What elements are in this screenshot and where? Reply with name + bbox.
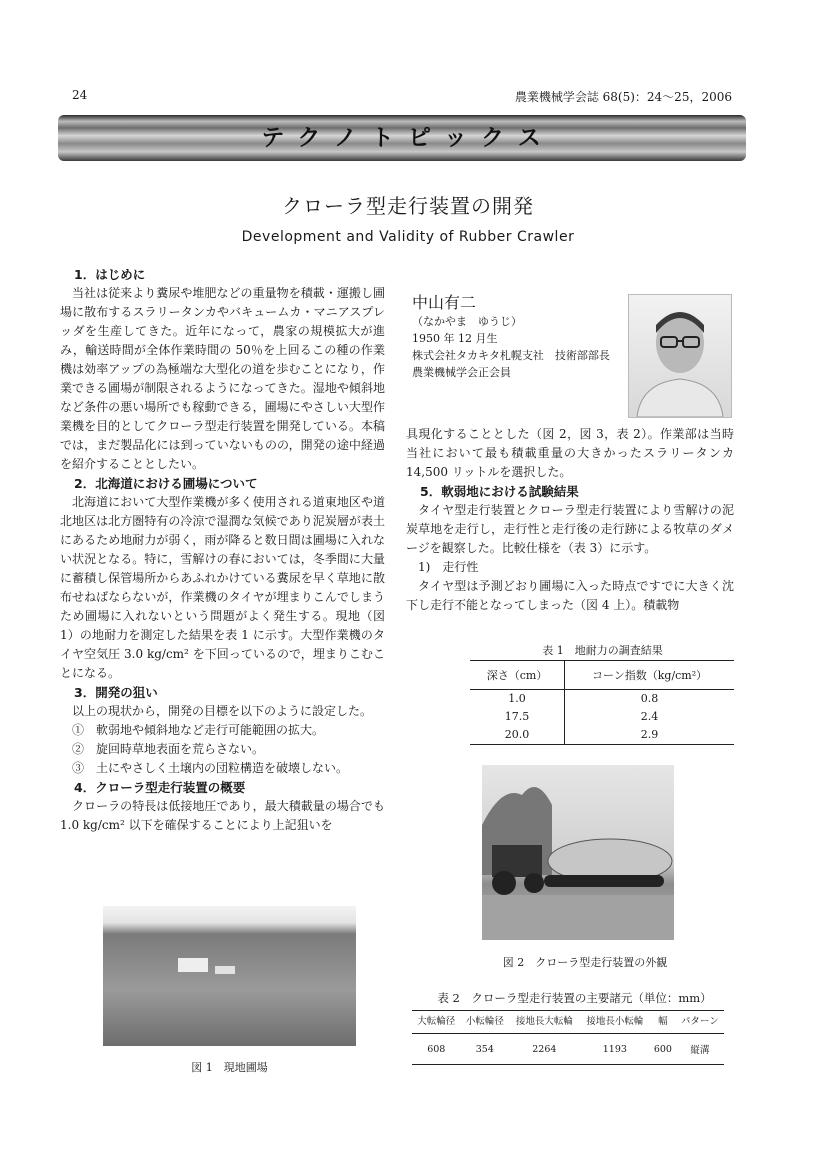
table-cell: 20.0 <box>470 726 565 745</box>
section-text-5: タイヤ型走行装置とクローラ型走行装置により雪解けの泥炭草地を走行し，走行性と走行後の走行跡による牧草のダメージを観察した。比較仕様を（表 3）に示す。 <box>406 503 734 555</box>
author-born: 1950 年 12 月生 <box>412 332 498 345</box>
figure-2-photo <box>482 765 674 940</box>
section-banner-label: テクノトピックス <box>261 125 555 151</box>
author-membership: 農業機械学会正会員 <box>412 366 511 379</box>
table-header: 大転輪径 <box>412 1011 461 1034</box>
article-title-en: Development and Validity of Rubber Crawler <box>241 229 575 245</box>
table-cell: 608 <box>412 1034 461 1065</box>
section-text-3: 以上の現状から，開発の目標を以下のように設定した。 <box>72 704 373 718</box>
section-heading-3: 3．開発の狙い <box>74 685 158 700</box>
author-info <box>412 313 617 381</box>
author-affiliation: 株式会社タカキタ札幌支社 技術部部長 <box>412 349 610 362</box>
table-cell: 0.8 <box>640 692 659 705</box>
table-cell: 354 <box>461 1034 510 1065</box>
author-portrait-icon <box>629 295 731 417</box>
table-cell: 600 <box>650 1034 676 1065</box>
section-text-2: 北海道において大型作業機が多く使用される道東地区や道北地区は北方圏特有の冷涼で湿潤な気候であり泥炭層が表土にあるため地耐力が弱く，雨が降ると数日間は圃場に入れない状況となる。特に，雪解けの春においては，冬季間に大量に蓄積し保管場所からあふれかけている糞尿を早く草地に散布せねばならないが，作業機のタイヤが埋まりこんでしまうため圃場に入れないという問題がよく発生する。現地（図 1）の地耐力を測定した結果を表 1 に示す。大型作業機のタイヤ空気圧 3.0 kg/cm² を下回っているので，埋まりこむことになる。 <box>60 495 385 680</box>
figure-2-caption: 図 2 クローラ型走行装置の外観 <box>502 956 668 969</box>
table-header: 小転輪径 <box>461 1011 510 1034</box>
section-text-1: 当社は従来より糞尿や堆肥などの重量物を積載・運搬し圃場に散布するスラリータンカやバキュームカ・マニアスプレッダを生産してきた。近年になって，農家の規模拡大が進み，輸送時間が全体作業時間の 50％を上回るこの種の作業機は効率アップの為極端な大型化の道を歩むことになり，作業できる圃場が制限されるようになってきた。湿地や傾斜地など条件の悪い場所でも稼動できる，圃場にやさしい大型作業機を目的としてクローラ型走行装置を開発している。本稿では，まだ製品化には到っていないものの，開発の途中経過を紹介することとしたい。 <box>60 286 385 471</box>
table-cell: 縦溝 <box>676 1034 724 1065</box>
section-heading-5: 5．軟弱地における試験結果 <box>420 484 579 499</box>
table-1-caption: 表 1 地耐力の調査結果 <box>542 644 663 657</box>
table-cell: 2.9 <box>565 726 734 745</box>
author-photo <box>628 294 732 418</box>
figure-1-photo <box>103 906 356 1046</box>
section-text-4a: クローラの特長は低接地圧であり，最大積載量の場合でも 1.0 kg/cm² 以下を確保することにより上記狙いを <box>60 799 385 832</box>
goal-item: ③ 土にやさしく土壌内の団粒構造を破壊しない。 <box>72 761 349 775</box>
table-2 <box>412 1010 724 1065</box>
table-row <box>470 690 734 709</box>
subsection-text: タイヤ型は予測どおり圃場に入った時点ですでに大きく沈下し走行不能となってしまった（図 4 上）。積載物 <box>406 579 734 612</box>
section-text-4b: 具現化することとした（図 2，図 3，表 2）。作業部は当時当社において最も積載重量の大きかったスラリータンカ 14,500 リットルを選択した。 <box>406 427 734 479</box>
crawler-tanker-illustration <box>482 765 674 940</box>
table-row <box>470 708 734 726</box>
section-heading-4: 4．クローラ型走行装置の概要 <box>74 780 246 795</box>
section-heading-2: 2．北海道における圃場について <box>74 476 258 491</box>
right-column <box>406 425 734 615</box>
subsection-heading: 1) 走行性 <box>418 560 479 574</box>
field-illustration <box>103 906 356 1046</box>
author-name: 中山有二 <box>412 293 477 312</box>
author-reading: （なかやま ゆうじ） <box>412 315 522 328</box>
table-cell: 1.0 <box>470 690 565 709</box>
table-header: 幅 <box>650 1011 676 1034</box>
table-header: 深さ（cm） <box>470 661 565 690</box>
table-1 <box>470 660 734 745</box>
left-column <box>60 265 385 835</box>
journal-reference: 農業機械学会誌 68(5)：24～25，2006 <box>514 90 732 104</box>
table-cell: 17.5 <box>470 708 565 726</box>
article-title-ja: クローラ型走行装置の開発 <box>282 194 534 218</box>
table-cell: 1193 <box>580 1034 651 1065</box>
table-header: パターン <box>676 1011 724 1034</box>
table-cell: 2.4 <box>640 710 659 723</box>
table-cell: 2264 <box>509 1034 580 1065</box>
figure-1-caption: 図 1 現地圃場 <box>191 1061 268 1074</box>
table-header: 接地長小転輪 <box>580 1011 651 1034</box>
table-row <box>412 1034 724 1065</box>
goal-item: ① 軟弱地や傾斜地など走行可能範囲の拡大。 <box>72 723 325 737</box>
section-heading-1: 1．はじめに <box>74 267 146 282</box>
page-number: 24 <box>72 88 88 102</box>
goal-item: ② 旋回時草地表面を荒らさない。 <box>72 742 265 756</box>
table-2-caption: 表 2 クローラ型走行装置の主要諸元（単位：mm） <box>437 991 712 1005</box>
table-row <box>470 726 734 745</box>
table-header: 接地長大転輪 <box>509 1011 580 1034</box>
table-header: コーン指数（kg/cm²） <box>565 661 734 690</box>
